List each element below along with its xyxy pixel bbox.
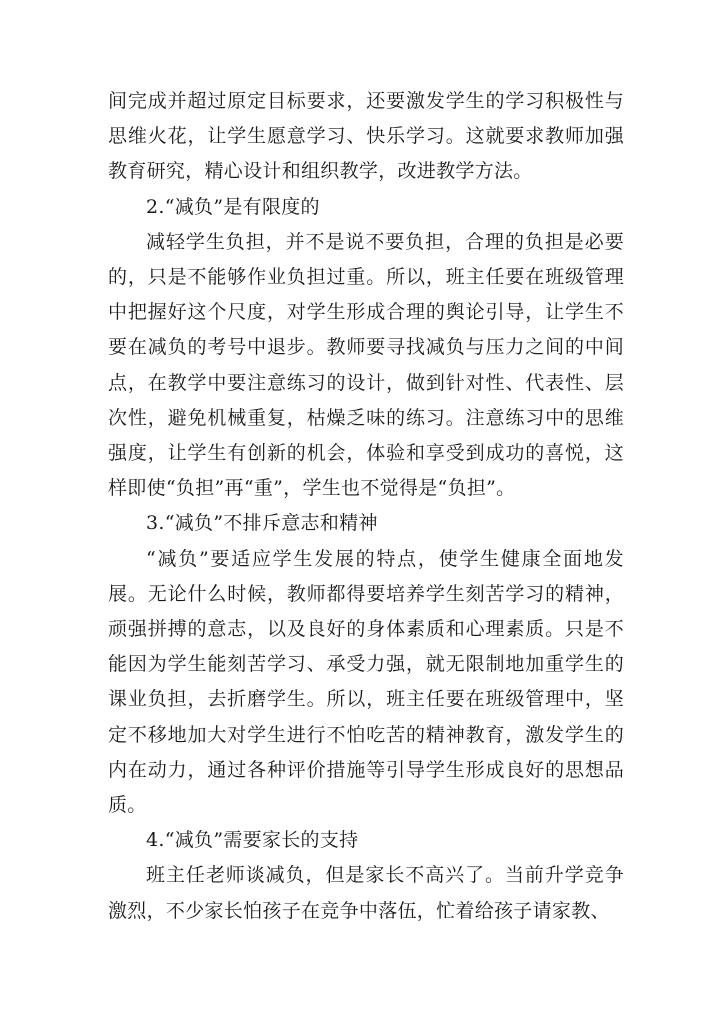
- paragraph-section-4: 班主任老师谈减负，但是家长不高兴了。当前升学竞争激烈，不少家长怕孩子在竞争中落伍，忙着给孩子请家教、: [108, 864, 624, 922]
- paragraph-section-3: “减负”要适应学生发展的特点，使学生健康全面地发展。无论什么时候，教师都得要培养学生刻苦学习的精神，顽强拼搏的意志，以及良好的身体素质和心理素质。只是不能因为学生能刻苦学习、承受力强，就无限制地加重学生的课业负担，去折磨学生。所以，班主任要在班级管理中，坚定不移地加大对学生进行不怕吃苦的精神教育，激发学生的内在动力，通过各种评价措施等引导学生形成良好的思想品质。: [108, 547, 624, 817]
- section-heading-2: 2.“减负”是有限度的: [146, 195, 320, 218]
- section-heading-3: 3.“减负”不排斥意志和精神: [146, 512, 378, 535]
- document-body: [108, 84, 624, 929]
- paragraph-continuation: 间完成并超过原定目标要求，还要激发学生的学习积极性与思维火花，让学生愿意学习、快乐学习。这就要求教师加强教育研究，精心设计和组织教学，改进教学方法。: [108, 90, 624, 183]
- paragraph-section-2: 减轻学生负担，并不是说不要负担，合理的负担是必要的，只是不能够作业负担过重。所以，班主任要在班级管理中把握好这个尺度，对学生形成合理的舆论引导，让学生不要在减负的考号中退步。教师要寻找减负与压力之间的中间点，在教学中要注意练习的设计，做到针对性、代表性、层次性，避免机械重复，枯燥乏味的练习。注意练习中的思维强度，让学生有创新的机会，体验和享受到成功的喜悦，这样即使“负担”再“重”，学生也不觉得是“负担”。: [108, 230, 624, 500]
- section-heading-4: 4.“减负”需要家长的支持: [146, 829, 359, 852]
